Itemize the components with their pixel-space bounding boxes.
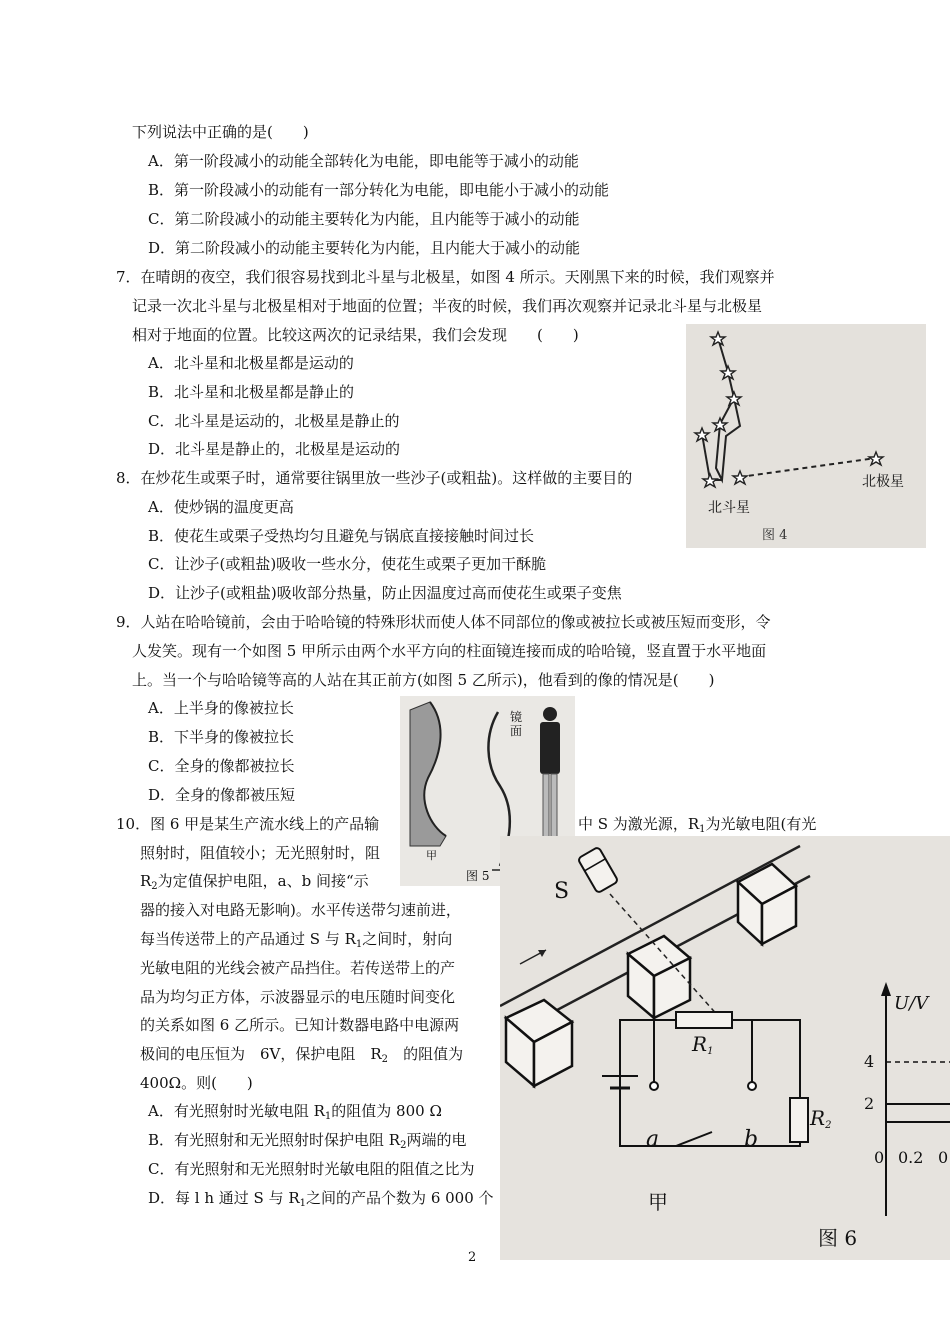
q9-option-b: B．下半身的像被拉长 xyxy=(148,728,295,746)
fig6-label-r2: $R_2$ xyxy=(810,1106,832,1131)
fig6-caption: 图 6 xyxy=(818,1226,858,1250)
fig6-label-b: b xyxy=(744,1127,759,1152)
fig6-label-r1: $R_1$ xyxy=(692,1032,714,1057)
fig6-xtick-partial: 0 xyxy=(938,1148,949,1167)
q10-stem-line7: 品为均匀正方体，示波器显示的电压随时间变化 xyxy=(140,988,456,1006)
q7-stem-line3: 相对于地面的位置。比较这两次的记录结果，我们会发现 ( ) xyxy=(132,326,579,344)
fig6-yaxis-label: U/V xyxy=(894,993,929,1014)
q8-option-c: C．让沙子(或粗盐)吸收一些水分，使花生或栗子更加干酥脆 xyxy=(148,555,547,573)
q8-option-b: B．使花生或栗子受热均匀且避免与锅底直接接触时间过长 xyxy=(148,527,535,545)
q6-option-c: C．第二阶段减小的动能主要转化为内能，且内能等于减小的动能 xyxy=(148,210,580,228)
q7-stem-line1: 7．在晴朗的夜空，我们很容易找到北斗星与北极星，如图 4 所示。天刚黑下来的时候，我们观察并 xyxy=(116,268,775,286)
q7-option-c: C．北斗星是运动的，北极星是静止的 xyxy=(148,412,400,430)
q6-option-d: D．第二阶段减小的动能主要转化为内能，且内能大于减小的动能 xyxy=(148,239,581,257)
q10-stem-line4: 器的接入对电路无影响)。水平传送带匀速前进， xyxy=(140,901,461,919)
q7-option-d: D．北斗星是静止的，北极星是运动的 xyxy=(148,440,401,458)
page-number: 2 xyxy=(468,1250,477,1265)
q6-stem: 下列说法中正确的是( ) xyxy=(132,123,309,141)
fig5-caption: 图 5 xyxy=(466,869,490,883)
fig6-label-jia: 甲 xyxy=(648,1190,668,1214)
q7-stem-line2: 记录一次北斗星与北极星相对于地面的位置；半夜的时候，我们再次观察并记录北斗星与北极星 xyxy=(132,297,763,315)
q10-option-a: A．有光照射时光敏电阻 $R_1$的阻值为 800 Ω xyxy=(148,1102,442,1122)
q9-option-c: C．全身的像都被拉长 xyxy=(148,757,295,775)
q9-option-d: D．全身的像都被压短 xyxy=(148,786,296,804)
q10-stem-line2: 照射时，阻值较小；无光照射时，阻 xyxy=(140,844,381,862)
figure-4 xyxy=(686,324,926,548)
fig5-sub-jia: 甲 xyxy=(426,849,437,862)
q10-stem-line9: 极间的电压恒为 6V，保护电阻 $R_2$ 的阻值为 xyxy=(140,1045,464,1065)
q10-option-c: C．有光照射和无光照射时光敏电阻的阻值之比为 xyxy=(148,1160,475,1178)
q10-stem-line10: 400Ω。则( ) xyxy=(140,1074,253,1092)
q9-stem-line2: 人发笑。现有一个如图 5 甲所示由两个水平方向的柱面镜连接而成的哈哈镜，竖直置于水平地面 xyxy=(132,642,767,660)
q10-stem-line1a: 10．图 6 甲是某生产流水线上的产品输 xyxy=(116,815,380,833)
q10-option-d: D．每 l h 通过 S 与 $R_1$之间的产品个数为 6 000 个 xyxy=(148,1189,494,1209)
fig4-label-bigdipper: 北斗星 xyxy=(708,500,750,516)
q10-stem-line3: $R_2$为定值保护电阻，a、b 间接“示 xyxy=(140,872,369,892)
q10-stem-line8: 的关系如图 6 乙所示。已知计数器电路中电源两 xyxy=(140,1016,460,1034)
q8-option-d: D．让沙子(或粗盐)吸收部分热量，防止因温度过高而使花生或栗子变焦 xyxy=(148,584,622,602)
fig6-label-a: a xyxy=(646,1127,660,1152)
fig6-xtick-02: 0.2 xyxy=(898,1148,924,1167)
q10-stem-line1b: 中 S 为激光源，$R_1$为光敏电阻(有光 xyxy=(578,815,817,835)
fig6-ytick-4: 4 xyxy=(864,1052,875,1071)
fig4-label-polaris: 北极星 xyxy=(862,474,904,490)
fig6-label-s: S xyxy=(554,879,570,904)
q8-stem: 8．在炒花生或栗子时，通常要往锅里放一些沙子(或粗盐)。这样做的主要目的 xyxy=(116,469,633,487)
fig6-ytick-2: 2 xyxy=(864,1094,875,1113)
q6-option-b: B．第一阶段减小的动能有一部分转化为电能，即电能小于减小的动能 xyxy=(148,181,610,199)
q10-option-b: B．有光照射和无光照射时保护电阻 $R_2$两端的电 xyxy=(148,1131,467,1151)
fig5-mirror-label: 镜面 xyxy=(510,710,523,738)
q10-stem-line5: 每当传送带上的产品通过 S 与 $R_1$之间时，射向 xyxy=(140,930,453,950)
q9-option-a: A．上半身的像被拉长 xyxy=(148,699,294,717)
q7-option-b: B．北斗星和北极星都是静止的 xyxy=(148,383,355,401)
q9-stem-line1: 9．人站在哈哈镜前，会由于哈哈镜的特殊形状而使人体不同部位的像或被拉长或被压短而变形，令 xyxy=(116,613,771,631)
q7-option-a: A．北斗星和北极星都是运动的 xyxy=(148,354,354,372)
figure-6 xyxy=(500,836,950,1260)
fig4-caption: 图 4 xyxy=(762,528,788,543)
q10-stem-line6: 光敏电阻的光线会被产品挡住。若传送带上的产 xyxy=(140,959,456,977)
q6-option-a: A．第一阶段减小的动能全部转化为电能，即电能等于减小的动能 xyxy=(148,152,579,170)
q9-stem-line3: 上。当一个与哈哈镜等高的人站在其正前方(如图 5 乙所示)，他看到的像的情况是( ) xyxy=(132,671,715,689)
q8-option-a: A．使炒锅的温度更高 xyxy=(148,498,294,516)
fig6-xtick-0: 0 xyxy=(874,1148,885,1167)
